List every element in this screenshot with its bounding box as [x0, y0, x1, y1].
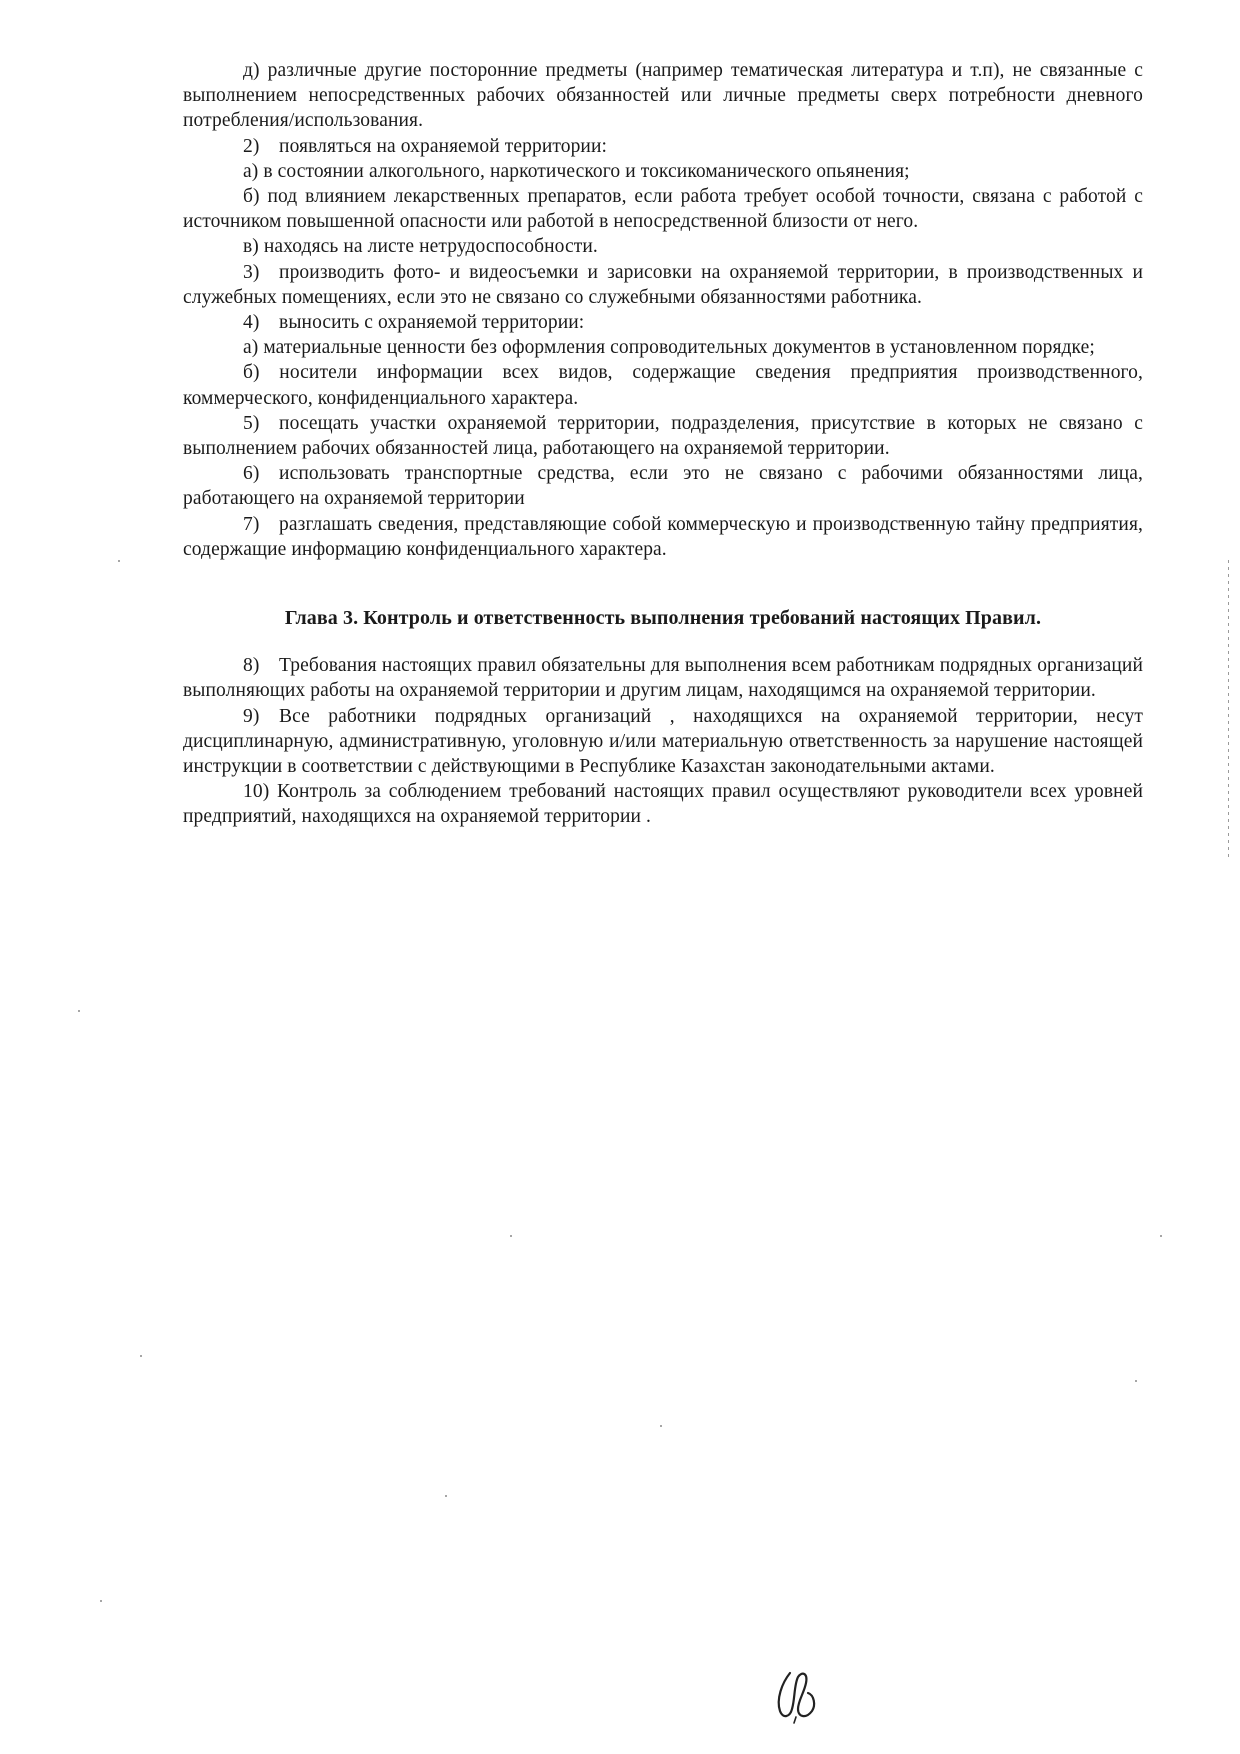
paragraph-item-4: 4) выносить с охраняемой территории:: [243, 312, 585, 334]
paragraph-item-6: 6) использовать транспортные средства, если это не связано с рабочими обязанностями лица, работающего на охраняемой территории: [183, 463, 1143, 510]
chapter-3-heading: Глава 3. Контроль и ответственность выполнения требований настоящих Правил.: [284, 607, 1042, 630]
scan-speck: [100, 1600, 102, 1602]
handwritten-signature-icon: [768, 1665, 828, 1725]
paragraph-item-2: 2) появляться на охраняемой территории:: [243, 135, 608, 157]
scan-speck: [78, 1010, 80, 1012]
paragraph-item-4a: а) материальные ценности без оформления сопроводительных документов в установленном порядке;: [243, 337, 1095, 359]
paragraph-item-10: 10) Контроль за соблюдением требований настоящих правил осуществляют руководители всех уровней предприятий, находящихся на охраняемой территории .: [183, 781, 1143, 828]
scan-speck: [1160, 1235, 1162, 1237]
paragraph-item-2b: б) под влиянием лекарственных препаратов, если работа требует особой точности, связана с работой с источником повышенной опасности или работой в непосредственной близости от него.: [183, 186, 1143, 233]
scan-edge-mark: [1228, 560, 1229, 860]
paragraph-item-5: 5) посещать участки охраняемой территории, подразделения, присутствие в которых не связано с выполнением рабочих обязанностей лица, работающего на охраняемой территории.: [183, 412, 1143, 460]
paragraph-item-4b: б) носители информации всех видов, содержащие сведения предприятия производственного, коммерческого, конфиденциального характера.: [183, 362, 1143, 409]
paragraph-item-8: 8) Требования настоящих правил обязательны для выполнения всем работникам подрядных организаций выполняющих работы на охраняемой территории и другим лицам, находящимся на охраняемой территории.: [183, 655, 1143, 702]
scan-speck: [140, 1355, 142, 1357]
paragraph-item-2a: а) в состоянии алкогольного, наркотического и токсикоманического опьянения;: [243, 160, 910, 182]
paragraph-item-3: 3) производить фото- и видеосъемки и зарисовки на охраняемой территории, в производственных и служебных помещениях, если это не связано со служебными обязанностями работника.: [183, 261, 1143, 308]
scan-speck: [510, 1235, 512, 1237]
document-body: [183, 58, 1143, 830]
scan-speck: [118, 560, 120, 562]
paragraph-item-d: д) различные другие посторонние предметы (например тематическая литература и т.п), не связанные с выполнением непосредственных рабочих обязанностей или личные предметы сверх потребности дневного потребления/использования.: [183, 60, 1143, 132]
scan-speck: [445, 1495, 447, 1497]
scan-speck: [1135, 1380, 1137, 1382]
paragraph-item-7: 7) разглашать сведения, представляющие собой коммерческую и производственную тайну предприятия, содержащие информацию конфиденциального характера.: [183, 513, 1143, 560]
paragraph-item-2v: в) находясь на листе нетрудоспособности.: [243, 236, 598, 258]
paragraph-item-9: 9) Все работники подрядных организаций , находящихся на охраняемой территории, несут дисциплинарную, административную, уголовную и/или материальную ответственность за нарушение настоящей инструкции в соответствии с действующими в Республике Казахстан законодательными актами.: [183, 705, 1143, 778]
scan-speck: [660, 1425, 662, 1427]
